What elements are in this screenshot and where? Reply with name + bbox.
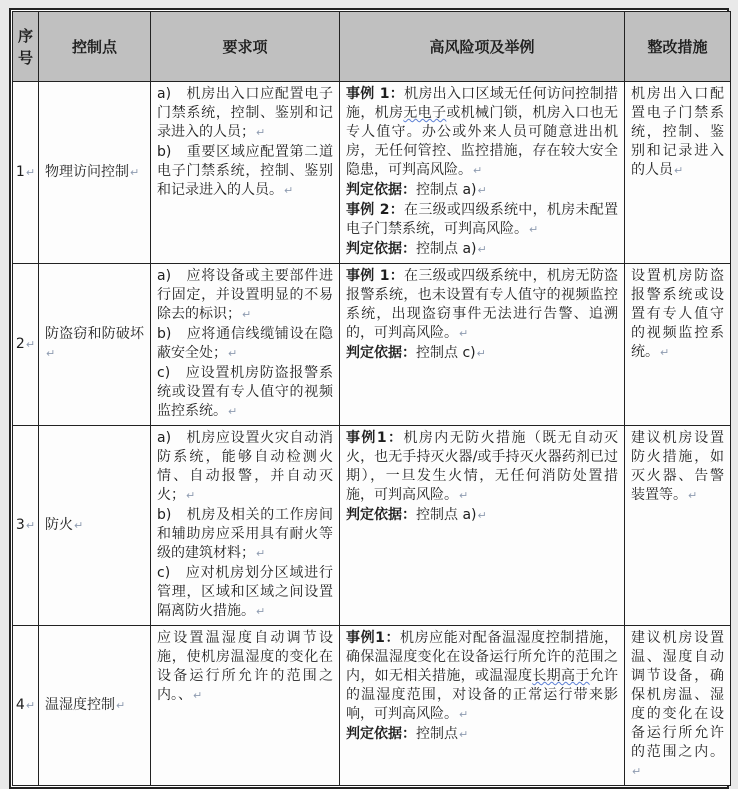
text-run: 或机械门锁，机房入口也无专人值守。办公或外来人员可随意进出机房，无任何管控、监控措施，存在较大安全隐患，可判高风险。: [346, 105, 619, 178]
bold-label: 事例 2：: [346, 202, 405, 218]
paragraph-return-mark: ↵: [25, 698, 36, 712]
paragraph: [346, 725, 618, 744]
text-run: 控制点 a): [416, 241, 477, 257]
text-run: 机房内无防火措施（既无自动灭火，也无手持灭火器/或手持灭火器药剂已过期），一旦发生火情，无任何消防处置措施，可判高风险。: [346, 430, 618, 503]
paragraph: [14, 696, 37, 715]
text-run: 建议机房设置防火措施，如灭火器、告警装置等。: [631, 430, 724, 503]
paragraph-return-mark: ↵: [477, 243, 487, 256]
paragraph: [346, 240, 618, 259]
bold-label: 判定依据：: [346, 182, 416, 198]
paragraph-return-mark: ↵: [284, 184, 294, 197]
paragraph-return-mark: ↵: [25, 165, 36, 179]
table-body: [13, 82, 731, 786]
paragraph-return-mark: ↵: [256, 547, 266, 560]
row-4-requirements-cell: [151, 626, 340, 786]
paragraph-return-mark: ↵: [477, 509, 487, 522]
paragraph: [346, 201, 618, 239]
paragraph-return-mark: ↵: [674, 164, 684, 177]
text-run: 防盗窃和防破坏: [45, 326, 144, 342]
text-run: 应设置温湿度自动调节设施，使机房温湿度的变化在设备运行所允许的范围之内。、: [157, 630, 333, 703]
column-header-1: 序号: [13, 12, 39, 82]
text-run: 机房出入口配置电子门禁系统，控制、鉴别和记录进入的人员: [631, 86, 724, 178]
paragraph-return-mark: ↵: [25, 518, 36, 532]
text-run: 设置机房防盗报警系统或设置有专人值守的视频监控系统。: [631, 268, 724, 360]
paragraph-return-mark: ↵: [116, 698, 126, 712]
row-4-number-cell: [13, 626, 39, 786]
paragraph: [157, 267, 333, 324]
text-run: 允许的温湿度范围，对设备的正常运行带来影响，可判高风险。: [346, 668, 619, 722]
paragraph: [45, 516, 144, 535]
text-run: 防火: [45, 516, 73, 533]
spellcheck-underlined-text: 长期高于: [532, 668, 590, 684]
table-row-3: [13, 426, 731, 626]
bold-label: 判定依据：: [346, 345, 416, 361]
paragraph: [157, 143, 333, 200]
paragraph: [14, 516, 37, 535]
text-run: 控制点 c): [416, 345, 476, 361]
paragraph: [346, 181, 618, 200]
row-2-remediation-cell: [625, 264, 731, 426]
paragraph-return-mark: ↵: [459, 708, 469, 721]
text-run: 在三级或四级系统中，机房无防盗报警系统，也未设置有专人值守的视频监控系统，出现盗窃事件无法进行告警、追溯的，可判高风险。: [346, 268, 618, 341]
row-4-high-risk-examples-cell: [340, 626, 625, 786]
paragraph: [157, 429, 333, 505]
paragraph: [14, 163, 37, 182]
row-2-control-point-cell: [39, 264, 151, 426]
text-run: a) 应将设备或主要部件进行固定，并设置明显的不易除去的标识；: [157, 268, 333, 322]
paragraph: [157, 364, 333, 421]
row-3-control-point-cell: [39, 426, 151, 626]
paragraph: [346, 85, 618, 180]
text-run: 控制点 a): [416, 182, 477, 198]
text-run: 机房出入口区域无任何访问控制措施，机房: [346, 86, 618, 121]
paragraph-return-mark: ↵: [256, 126, 266, 139]
paragraph-return-mark: ↵: [228, 405, 238, 418]
paragraph-return-mark: ↵: [242, 308, 252, 321]
row-3-high-risk-examples-cell: [340, 426, 625, 626]
column-header-4: 高风险项及举例: [340, 12, 625, 82]
document-table-wrapper: [9, 8, 729, 789]
paragraph-return-mark: ↵: [660, 346, 670, 359]
text-run: b) 重要区域应配置第二道电子门禁系统，控制、鉴别和记录进入的人员。: [157, 144, 333, 198]
table-row-2: [13, 264, 731, 426]
row-2-requirements-cell: [151, 264, 340, 426]
paragraph: [346, 429, 618, 505]
paragraph: [346, 344, 618, 363]
paragraph: [14, 335, 37, 354]
risk-control-table: [12, 11, 731, 786]
text-run: 2: [15, 335, 25, 352]
bold-label: 事例1：: [346, 630, 401, 646]
paragraph: [631, 629, 724, 781]
bold-label: 事例 1：: [346, 268, 405, 284]
column-header-2: 控制点: [39, 12, 151, 82]
row-1-high-risk-examples-cell: [340, 82, 625, 264]
paragraph-return-mark: ↵: [256, 605, 266, 618]
paragraph: [157, 506, 333, 563]
text-run: 物理访问控制: [45, 163, 129, 180]
paragraph-return-mark: ↵: [459, 489, 469, 502]
paragraph-return-mark: ↵: [130, 165, 140, 179]
paragraph: [157, 564, 333, 621]
paragraph: [157, 85, 333, 142]
row-2-number-cell: [13, 264, 39, 426]
row-3-number-cell: [13, 426, 39, 626]
text-run: 3: [15, 516, 25, 533]
spellcheck-underlined-text: 无电子: [403, 105, 447, 121]
row-3-remediation-cell: [625, 426, 731, 626]
row-4-control-point-cell: [39, 626, 151, 786]
text-run: 1: [15, 163, 25, 180]
text-run: c) 应对机房划分区域进行管理，区域和区域之间设置隔离防火措施。: [157, 565, 333, 619]
table-row-4: [13, 626, 731, 786]
paragraph: [631, 267, 724, 362]
row-1-remediation-cell: [625, 82, 731, 264]
text-run: 机房应能对配备温湿度控制措施，确保温湿度变化在设备运行所允许的范围之内，如无相关措施，或温湿度: [346, 630, 619, 684]
bold-label: 事例 1：: [346, 86, 405, 102]
text-run: b) 应将通信线缆铺设在隐蔽安全处；: [157, 326, 333, 361]
text-run: a) 机房应设置火灾自动消防系统，能够自动检测火情、自动报警，并自动灭火；: [157, 430, 333, 503]
text-run: 4: [15, 696, 25, 713]
paragraph-return-mark: ↵: [46, 347, 56, 360]
paragraph-return-mark: ↵: [74, 518, 84, 532]
row-1-number-cell: [13, 82, 39, 264]
paragraph: [157, 325, 333, 363]
paragraph-return-mark: ↵: [473, 164, 483, 177]
paragraph-return-mark: ↵: [186, 489, 196, 502]
column-header-3: 要求项: [151, 12, 340, 82]
text-run: a) 机房出入口应配置电子门禁系统，控制、鉴别和记录进入的人员；: [157, 86, 333, 140]
column-header-5: 整改措施: [625, 12, 731, 82]
row-3-requirements-cell: [151, 426, 340, 626]
paragraph-return-mark: ↵: [459, 327, 469, 340]
paragraph: [631, 85, 724, 180]
text-run: 温湿度控制: [45, 696, 115, 713]
text-run: b) 机房及相关的工作房间和辅助房应采用具有耐火等级的建筑材料；: [157, 507, 333, 561]
text-run: 控制点: [416, 726, 458, 742]
paragraph: [45, 325, 144, 363]
text-run: c) 应设置机房防盗报警系统或设置有专人值守的视频监控系统。: [157, 365, 333, 419]
paragraph-return-mark: ↵: [529, 223, 539, 236]
row-1-control-point-cell: [39, 82, 151, 264]
paragraph: [346, 629, 618, 724]
text-run: 在三级或四级系统中，机房未配置电子门禁系统，可判高风险。: [346, 202, 618, 237]
table-row-1: [13, 82, 731, 264]
text-run: 控制点 a): [416, 507, 477, 523]
bold-label: 判定依据：: [346, 507, 416, 523]
paragraph-return-mark: ↵: [228, 347, 238, 360]
paragraph-return-mark: ↵: [25, 337, 36, 351]
paragraph-return-mark: ↵: [477, 184, 487, 197]
text-run: 建议机房设置温、湿度自动调节设备，确保机房温、湿度的变化在设备运行所允许的范围之内。: [631, 630, 724, 760]
paragraph: [631, 429, 724, 505]
paragraph: [45, 696, 144, 715]
row-2-high-risk-examples-cell: [340, 264, 625, 426]
bold-label: 判定依据：: [346, 726, 416, 742]
paragraph: [45, 163, 144, 182]
paragraph-return-mark: ↵: [688, 489, 698, 502]
paragraph-return-mark: ↵: [632, 765, 642, 778]
paragraph-return-mark: ↵: [476, 347, 486, 360]
bold-label: 事例1：: [346, 430, 404, 446]
paragraph: [157, 629, 333, 705]
paragraph: [346, 267, 618, 343]
paragraph-return-mark: ↵: [193, 689, 203, 702]
row-1-requirements-cell: [151, 82, 340, 264]
bold-label: 判定依据：: [346, 241, 416, 257]
paragraph-return-mark: ↵: [459, 728, 469, 741]
row-4-remediation-cell: [625, 626, 731, 786]
table-header-row: [13, 12, 731, 82]
paragraph: [346, 506, 618, 525]
